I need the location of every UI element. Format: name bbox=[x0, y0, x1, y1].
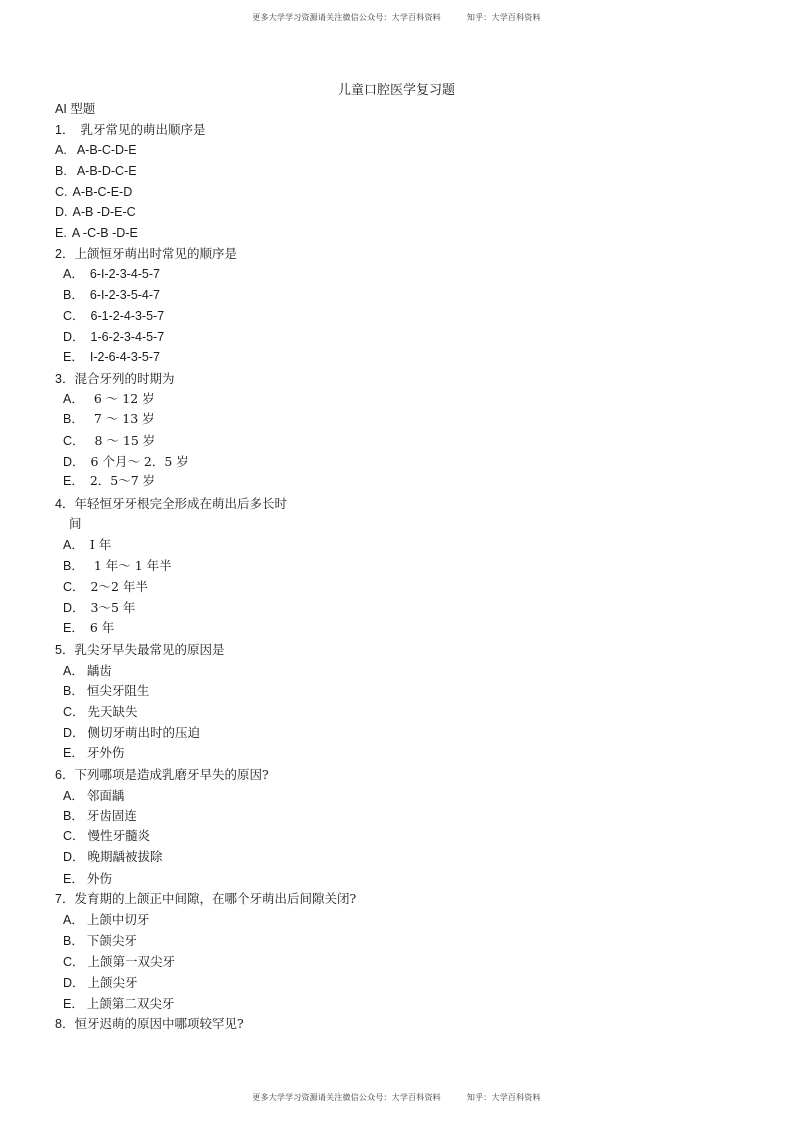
option bbox=[63, 579, 148, 595]
option bbox=[63, 745, 124, 761]
option-text: 3～5 年 bbox=[90, 600, 136, 615]
option-text: 先天缺失 bbox=[87, 704, 138, 719]
page-footer bbox=[0, 1092, 793, 1103]
page-title: 儿童口腔医学复习题 bbox=[337, 83, 455, 98]
option-letter: C． bbox=[63, 580, 85, 594]
question-number: 2． bbox=[55, 247, 75, 261]
question-number: 7． bbox=[55, 892, 75, 906]
option bbox=[63, 411, 155, 427]
option-letter: A． bbox=[63, 789, 84, 803]
option-text: 8 ～ 15 岁 bbox=[94, 433, 156, 448]
option bbox=[63, 725, 200, 741]
option bbox=[63, 663, 112, 679]
option-letter: E． bbox=[63, 746, 84, 760]
option-letter: D． bbox=[63, 455, 85, 469]
question-number: 6． bbox=[55, 768, 75, 782]
option bbox=[63, 473, 155, 489]
option bbox=[55, 142, 137, 158]
option bbox=[63, 454, 189, 470]
option-letter: D． bbox=[63, 726, 85, 740]
option-letter: A. bbox=[55, 143, 67, 157]
option bbox=[63, 620, 114, 636]
question-number: 8． bbox=[55, 1017, 75, 1031]
section-heading: AI 型题 bbox=[55, 102, 96, 116]
option bbox=[63, 308, 164, 324]
option bbox=[63, 704, 138, 720]
option bbox=[63, 788, 124, 804]
option-text: A -C-B -D-E bbox=[71, 226, 138, 240]
footer-zhihu-note: 知乎：大学百科资料 bbox=[466, 1093, 541, 1102]
option-letter: E． bbox=[63, 350, 84, 364]
option-text: 邻面龋 bbox=[86, 788, 125, 803]
header-zhihu-note: 知乎：大学百科资料 bbox=[466, 13, 541, 22]
option-letter: A． bbox=[63, 538, 84, 552]
option bbox=[63, 266, 160, 282]
option-letter: A． bbox=[63, 392, 84, 406]
question-text-continued: 间 bbox=[69, 516, 82, 531]
option-letter: A． bbox=[63, 267, 84, 281]
option-text: 1 年～ 1 年半 bbox=[93, 558, 172, 573]
option-letter: C. bbox=[55, 185, 68, 199]
option bbox=[63, 329, 164, 345]
question bbox=[55, 371, 174, 387]
option-text: 慢性牙髓炎 bbox=[87, 828, 151, 843]
option-letter: D． bbox=[63, 330, 85, 344]
question bbox=[55, 496, 287, 512]
option bbox=[55, 163, 137, 179]
option-text: 牙外伤 bbox=[86, 745, 125, 760]
question-number: 5． bbox=[55, 643, 75, 657]
option-letter: B． bbox=[63, 559, 84, 573]
option-text: 6 个月～ 2．5 岁 bbox=[90, 454, 189, 469]
option-text: I 年 bbox=[89, 537, 112, 552]
option bbox=[63, 828, 150, 844]
option-letter: A． bbox=[63, 913, 84, 927]
option-letter: D. bbox=[55, 205, 68, 219]
option-letter: C． bbox=[63, 705, 85, 719]
question-text: 下列哪项是造成乳磨牙早失的原因? bbox=[74, 767, 269, 782]
option-text: 6-1-2-4-3-5-7 bbox=[90, 309, 165, 323]
question-number: 4． bbox=[55, 497, 75, 511]
option-text: A-B -D-E-C bbox=[72, 205, 136, 219]
question-text: 上颌恒牙萌出时常见的顺序是 bbox=[74, 246, 237, 261]
option-letter: D． bbox=[63, 850, 85, 864]
question-number: 3． bbox=[55, 372, 75, 386]
option bbox=[63, 849, 163, 865]
option-text: 2～2 年半 bbox=[90, 579, 148, 594]
question bbox=[55, 891, 356, 907]
option-text: I-2-6-4-3-5-7 bbox=[89, 350, 161, 364]
option-letter: C． bbox=[63, 434, 85, 448]
option bbox=[63, 808, 137, 824]
question-text: 乳牙常见的萌出顺序是 bbox=[80, 122, 206, 137]
option bbox=[63, 933, 137, 949]
option-text: 1-6-2-3-4-5-7 bbox=[90, 330, 165, 344]
option-text: 上颌尖牙 bbox=[87, 975, 138, 990]
question-text: 发育期的上颌正中间隙，在哪个牙萌出后间隙关闭? bbox=[74, 891, 357, 906]
option-letter: C． bbox=[63, 955, 85, 969]
question bbox=[55, 767, 269, 783]
option-letter: E． bbox=[63, 621, 84, 635]
option bbox=[63, 871, 112, 887]
option-letter: B. bbox=[55, 164, 67, 178]
option-letter: D． bbox=[63, 601, 85, 615]
question bbox=[55, 122, 205, 138]
option-text: A-B-C-D-E bbox=[76, 143, 137, 157]
option bbox=[55, 225, 138, 241]
question-text: 混合牙列的时期为 bbox=[74, 371, 175, 386]
option-letter: A． bbox=[63, 664, 84, 678]
option-text: 6 ～ 12 岁 bbox=[93, 391, 155, 406]
option-text: 2．5～7 岁 bbox=[89, 473, 156, 488]
option-text: 龋齿 bbox=[86, 663, 112, 678]
page-header bbox=[0, 12, 793, 23]
option bbox=[63, 996, 174, 1012]
option-text: 上颌第一双尖牙 bbox=[87, 954, 176, 969]
header-wechat-note: 更多大学学习资源请关注微信公众号：大学百科资料 bbox=[252, 13, 441, 22]
option-letter: E． bbox=[63, 872, 84, 886]
option-letter: B． bbox=[63, 809, 84, 823]
option-text: A-B-D-C-E bbox=[76, 164, 137, 178]
option bbox=[63, 558, 172, 574]
option-letter: E． bbox=[63, 474, 84, 488]
option-text: 6-I-2-3-4-5-7 bbox=[89, 267, 161, 281]
question-number: 1． bbox=[55, 123, 75, 137]
option-text: 外伤 bbox=[86, 871, 112, 886]
option bbox=[63, 600, 135, 616]
option-text: 下颌尖牙 bbox=[86, 933, 137, 948]
option-text: 上颌中切牙 bbox=[86, 912, 150, 927]
option-letter: D． bbox=[63, 976, 85, 990]
option bbox=[63, 954, 175, 970]
option-text: 6-I-2-3-5-4-7 bbox=[89, 288, 161, 302]
option bbox=[63, 912, 149, 928]
option bbox=[55, 204, 136, 220]
option-letter: E. bbox=[55, 226, 67, 240]
question-text: 乳尖牙早失最常见的原因是 bbox=[74, 642, 225, 657]
question bbox=[55, 246, 237, 262]
option-text: 晚期龋被拔除 bbox=[87, 849, 163, 864]
footer-wechat-note: 更多大学学习资源请关注微信公众号：大学百科资料 bbox=[252, 1093, 441, 1102]
option-text: 侧切牙萌出时的压迫 bbox=[87, 725, 201, 740]
option-letter: B． bbox=[63, 934, 84, 948]
option bbox=[63, 537, 111, 553]
question-text: 年轻恒牙牙根完全形成在萌出后多长时 bbox=[74, 496, 287, 511]
option-letter: E． bbox=[63, 997, 84, 1011]
question-text: 恒牙迟萌的原因中哪项较罕见? bbox=[74, 1016, 244, 1031]
option-letter: B． bbox=[63, 412, 84, 426]
option bbox=[63, 683, 149, 699]
option-text: 上颌第二双尖牙 bbox=[86, 996, 175, 1011]
option bbox=[63, 287, 160, 303]
question bbox=[55, 1016, 244, 1032]
option bbox=[63, 433, 155, 449]
option-text: A-B-C-E-D bbox=[72, 185, 133, 199]
option-text: 6 年 bbox=[89, 620, 115, 635]
option bbox=[63, 349, 160, 365]
option bbox=[63, 391, 155, 407]
option-letter: B． bbox=[63, 288, 84, 302]
option-text: 牙齿固连 bbox=[86, 808, 137, 823]
question bbox=[55, 642, 224, 658]
option-text: 恒尖牙阻生 bbox=[86, 683, 150, 698]
option-letter: B． bbox=[63, 684, 84, 698]
option-letter: C． bbox=[63, 309, 85, 323]
option bbox=[63, 975, 138, 991]
option-text: 7 ～ 13 岁 bbox=[93, 411, 155, 426]
option-letter: C． bbox=[63, 829, 85, 843]
option bbox=[55, 184, 132, 200]
